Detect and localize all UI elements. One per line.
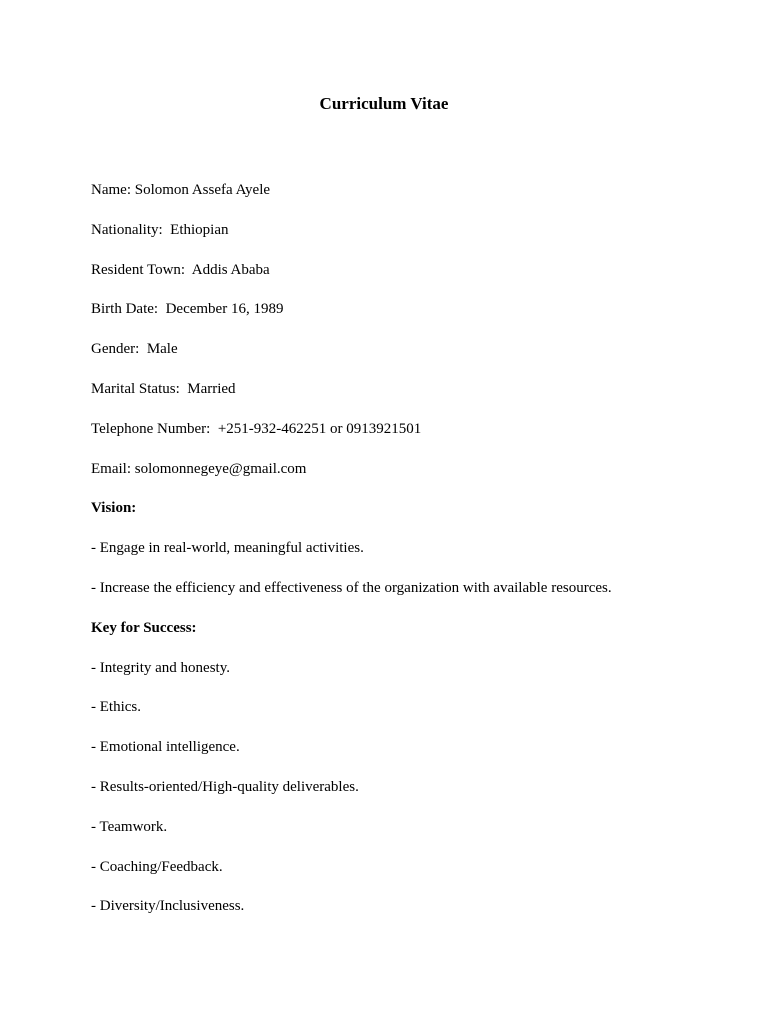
field-label: Telephone Number: — [91, 420, 211, 437]
key-success-item: - Integrity and honesty. — [91, 659, 230, 676]
name-field — [91, 181, 731, 221]
birth-date-field — [91, 300, 731, 340]
field-value: Ethiopian — [170, 221, 229, 238]
field-label: Email: — [91, 460, 131, 477]
nationality-field — [91, 221, 731, 261]
telephone-field — [91, 420, 731, 460]
gender-field — [91, 340, 731, 380]
key-success-item: - Diversity/Inclusiveness. — [91, 898, 245, 915]
field-label: Name: — [91, 182, 131, 198]
key-success-item: - Ethics. — [91, 699, 141, 716]
field-label: Marital Status: — [91, 380, 180, 397]
key-success-item: - Emotional intelligence. — [91, 739, 240, 756]
resident-town-field — [91, 261, 731, 301]
cv-body — [91, 181, 731, 937]
field-value: December 16, 1989 — [165, 301, 284, 318]
field-label: Birth Date: — [91, 301, 159, 318]
field-label: Gender: — [91, 341, 140, 358]
field-value: Married — [187, 380, 236, 397]
field-value: +251-932-462251 or 0913921501 — [217, 420, 422, 437]
field-label: Nationality: — [91, 221, 163, 238]
field-label: Resident Town: — [91, 261, 186, 278]
field-value: solomonnegeye@gmail.com — [134, 460, 307, 477]
field-value: Addis Ababa — [191, 261, 270, 278]
key-success-item: - Results-oriented/High-quality deliverables. — [91, 778, 359, 795]
marital-status-field — [91, 380, 731, 420]
vision-item: - Increase the efficiency and effectiveness of the organization with available resources. — [91, 579, 612, 596]
key-success-heading: Key for Success: — [91, 619, 197, 636]
vision-item: - Engage in real-world, meaningful activities. — [91, 540, 364, 557]
field-value: Solomon Assefa Ayele — [134, 182, 271, 198]
key-success-item: - Coaching/Feedback. — [91, 858, 223, 875]
email-field — [91, 460, 731, 500]
vision-heading: Vision: — [91, 500, 137, 517]
field-value: Male — [146, 341, 178, 358]
page-title: Curriculum Vitae — [319, 94, 449, 113]
key-success-item: - Teamwork. — [91, 818, 168, 835]
